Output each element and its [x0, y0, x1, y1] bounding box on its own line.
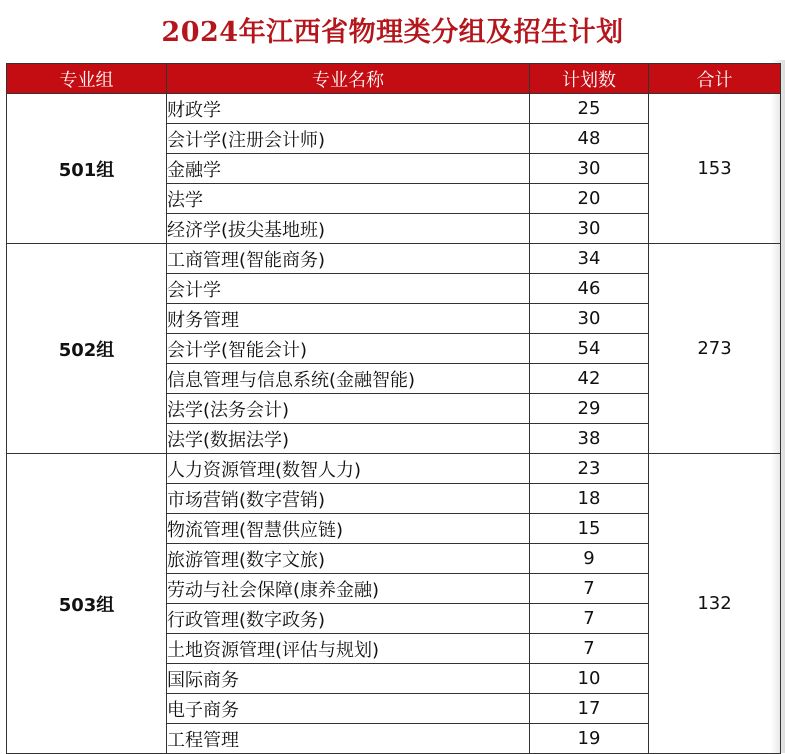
plan-count-cell: 30 — [530, 154, 649, 184]
plan-count-cell: 30 — [530, 214, 649, 244]
group-total-cell: 273 — [649, 244, 781, 454]
plan-count-cell: 23 — [530, 454, 649, 484]
plan-count-cell: 7 — [530, 604, 649, 634]
major-name-cell: 劳动与社会保障(康养金融) — [167, 574, 530, 604]
plan-count-cell: 38 — [530, 424, 649, 454]
table-body — [7, 94, 781, 754]
plan-count-cell: 46 — [530, 274, 649, 304]
plan-count-cell: 7 — [530, 634, 649, 664]
major-name-cell: 物流管理(智慧供应链) — [167, 514, 530, 544]
table-row — [7, 244, 781, 274]
major-name-cell: 会计学(注册会计师) — [167, 124, 530, 154]
plan-count-cell: 10 — [530, 664, 649, 694]
group-name-cell: 502组 — [7, 244, 167, 454]
plan-count-cell: 7 — [530, 574, 649, 604]
header-group: 专业组 — [7, 64, 167, 94]
plan-count-cell: 48 — [530, 124, 649, 154]
major-name-cell: 人力资源管理(数智人力) — [167, 454, 530, 484]
plan-count-cell: 9 — [530, 544, 649, 574]
plan-count-cell: 15 — [530, 514, 649, 544]
header-plan: 计划数 — [530, 64, 649, 94]
major-name-cell: 法学(法务会计) — [167, 394, 530, 424]
major-name-cell: 土地资源管理(评估与规划) — [167, 634, 530, 664]
major-name-cell: 财政学 — [167, 94, 530, 124]
table-row — [7, 454, 781, 484]
major-name-cell: 经济学(拔尖基地班) — [167, 214, 530, 244]
header-total: 合计 — [649, 64, 781, 94]
plan-count-cell: 29 — [530, 394, 649, 424]
plan-count-cell: 18 — [530, 484, 649, 514]
plan-count-cell: 54 — [530, 334, 649, 364]
group-total-cell: 153 — [649, 94, 781, 244]
major-name-cell: 会计学(智能会计) — [167, 334, 530, 364]
major-name-cell: 工商管理(智能商务) — [167, 244, 530, 274]
major-name-cell: 旅游管理(数字文旅) — [167, 544, 530, 574]
plan-count-cell: 17 — [530, 694, 649, 724]
page-title: 2024年江西省物理类分组及招生计划 — [161, 17, 624, 48]
group-name-cell: 501组 — [7, 94, 167, 244]
table-row — [7, 94, 781, 124]
plan-count-cell: 25 — [530, 94, 649, 124]
major-name-cell: 法学 — [167, 184, 530, 214]
group-name-cell: 503组 — [7, 454, 167, 754]
major-name-cell: 会计学 — [167, 274, 530, 304]
major-name-cell: 法学(数据法学) — [167, 424, 530, 454]
major-name-cell: 财务管理 — [167, 304, 530, 334]
enrollment-plan-table — [6, 63, 781, 754]
major-name-cell: 行政管理(数字政务) — [167, 604, 530, 634]
plan-count-cell: 34 — [530, 244, 649, 274]
plan-count-cell: 30 — [530, 304, 649, 334]
major-name-cell: 电子商务 — [167, 694, 530, 724]
header-major: 专业名称 — [167, 64, 530, 94]
major-name-cell: 国际商务 — [167, 664, 530, 694]
major-name-cell: 信息管理与信息系统(金融智能) — [167, 364, 530, 394]
major-name-cell: 金融学 — [167, 154, 530, 184]
plan-count-cell: 19 — [530, 724, 649, 754]
group-total-cell: 132 — [649, 454, 781, 754]
major-name-cell: 工程管理 — [167, 724, 530, 754]
plan-count-cell: 20 — [530, 184, 649, 214]
table-header-row — [7, 64, 781, 94]
plan-count-cell: 42 — [530, 364, 649, 394]
major-name-cell: 市场营销(数字营销) — [167, 484, 530, 514]
